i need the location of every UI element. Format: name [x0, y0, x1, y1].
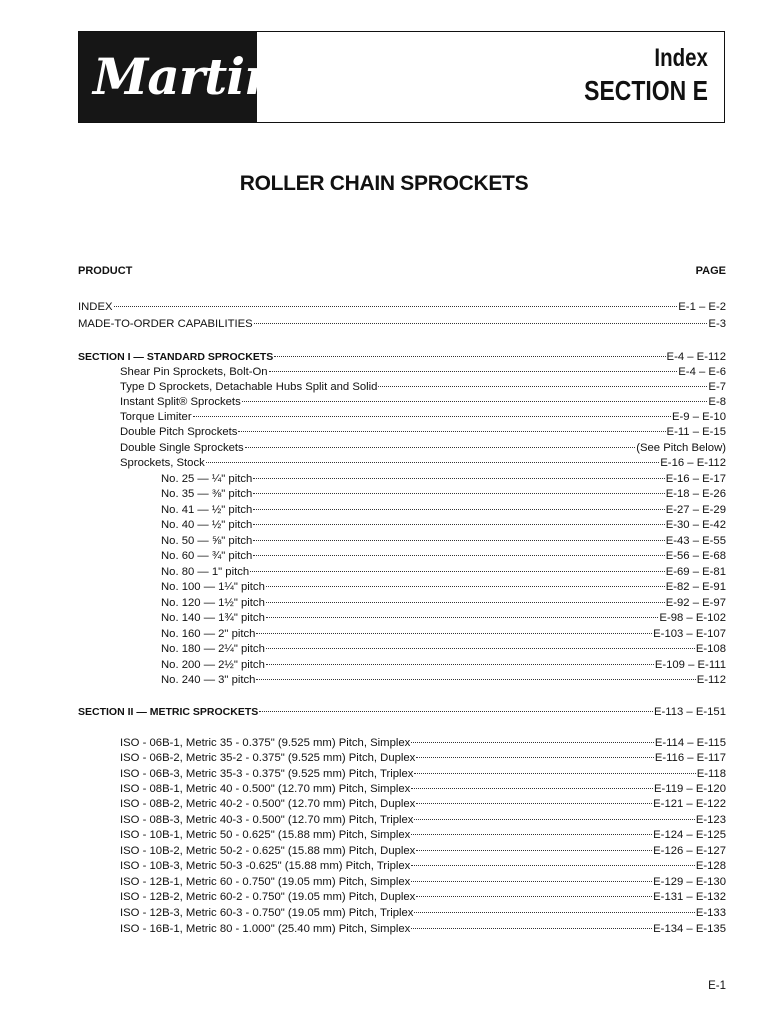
product-column-header: PRODUCT	[78, 265, 133, 277]
toc-entry	[78, 311, 726, 330]
section-title-block	[557, 42, 708, 108]
dot-leader	[256, 618, 652, 634]
toc-entry-label: Torque Limiter	[120, 411, 192, 423]
toc-entry	[78, 699, 726, 718]
toc-entry-label: ISO - 10B-2, Metric 50-2 - 0.625" (15.88 mm) Pitch, Duplex	[120, 845, 416, 857]
toc-entry-page: E-124 – E-125	[653, 829, 726, 841]
toc-entry-page: E-82 – E-91	[665, 581, 726, 593]
toc-entry-page: E-7	[708, 381, 726, 393]
toc-entry-page: E-11 – E-15	[666, 426, 726, 438]
dot-leader	[253, 463, 664, 479]
toc-entry-page: E-30 – E-42	[665, 519, 726, 531]
dot-leader	[245, 432, 635, 448]
dot-leader	[414, 804, 694, 820]
index-title: Index	[654, 44, 708, 72]
toc-entry-label: ISO - 16B-1, Metric 80 - 1.000" (25.40 mm) Pitch, Simplex	[120, 923, 411, 935]
toc-entry-page: E-8	[708, 396, 726, 408]
dot-leader	[269, 356, 678, 372]
toc-entry-label: No. 25 — ¼" pitch	[161, 473, 253, 485]
page-column-header: PAGE	[695, 265, 726, 277]
toc-entry-page: E-16 – E-17	[665, 473, 726, 485]
dot-leader	[253, 478, 664, 494]
toc-entry-page: E-43 – E-55	[665, 535, 726, 547]
dot-leader	[274, 341, 665, 357]
section-title: SECTION E	[584, 75, 708, 106]
martin-logo	[79, 32, 280, 122]
logo-wordmark: Martin	[93, 47, 280, 106]
toc-entry-label: No. 140 — 1¾" pitch	[161, 612, 265, 624]
toc-entry-page: E-133	[695, 907, 726, 919]
dot-leader	[253, 509, 664, 525]
toc-entry	[78, 294, 726, 313]
toc-entry-label: ISO - 06B-3, Metric 35-3 - 0.375" (9.525 mm) Pitch, Triplex	[120, 768, 414, 780]
dot-leader	[266, 633, 695, 649]
toc-entry-page: E-119 – E-120	[653, 783, 726, 795]
dot-leader	[259, 696, 653, 712]
toc-entry-label: ISO - 08B-3, Metric 40-3 - 0.500" (12.70 mm) Pitch, Triplex	[120, 814, 414, 826]
toc-entry-page: E-134 – E-135	[653, 923, 726, 935]
toc-entry-page: E-27 – E-29	[665, 504, 726, 516]
toc-entry-label: Instant Split® Sprockets	[120, 396, 241, 408]
toc-entry-page: E-126 – E-127	[653, 845, 726, 857]
dot-leader	[416, 835, 652, 851]
toc-entry-page: E-112	[696, 674, 726, 686]
toc-entry-label: No. 240 — 3" pitch	[161, 674, 256, 686]
toc-entry-page: E-4 – E-112	[666, 351, 726, 363]
toc-entry-label: No. 100 — 1¼" pitch	[161, 581, 265, 593]
toc-entry-page: E-69 – E-81	[665, 566, 726, 578]
toc-entry-label: ISO - 08B-2, Metric 40-2 - 0.500" (12.70 mm) Pitch, Duplex	[120, 798, 416, 810]
dot-leader	[266, 602, 659, 618]
dot-leader	[411, 866, 652, 882]
toc-entry-label: ISO - 10B-3, Metric 50-3 -0.625" (15.88 mm) Pitch, Triplex	[120, 860, 411, 872]
dot-leader	[414, 897, 694, 913]
toc-entry-label: No. 41 — ½" pitch	[161, 504, 253, 516]
toc-entry-page: E-108	[695, 643, 726, 655]
page-number: E-1	[708, 980, 726, 992]
page-header	[78, 31, 725, 123]
toc-entry-label: ISO - 08B-1, Metric 40 - 0.500" (12.70 mm) Pitch, Simplex	[120, 783, 411, 795]
dot-leader	[256, 664, 695, 680]
dot-leader	[253, 540, 664, 556]
toc-entry-label: Double Single Sprockets	[120, 442, 244, 454]
toc-entry-label: No. 160 — 2" pitch	[161, 628, 256, 640]
dot-leader	[238, 416, 665, 432]
toc-entry-label: No. 50 — ⅝" pitch	[161, 535, 253, 547]
toc-entry-label: Shear Pin Sprockets, Bolt-On	[120, 366, 268, 378]
toc-entry-page: E-16 – E-112	[660, 457, 726, 469]
toc-entry-label: ISO - 12B-2, Metric 60-2 - 0.750" (19.05 mm) Pitch, Duplex	[120, 891, 416, 903]
toc-entry-label: SECTION II — METRIC SPROCKETS	[78, 706, 259, 718]
dot-leader	[266, 649, 654, 665]
dot-leader	[114, 291, 678, 307]
toc-entry-page: E-131 – E-132	[653, 891, 726, 903]
toc-entry-label: ISO - 10B-1, Metric 50 - 0.625" (15.88 mm) Pitch, Simplex	[120, 829, 411, 841]
dot-leader	[378, 371, 707, 387]
dot-leader	[411, 850, 695, 866]
dot-leader	[242, 386, 708, 402]
toc-entry-page: E-128	[695, 860, 726, 872]
toc-entry-label: SECTION I — STANDARD SPROCKETS	[78, 351, 274, 363]
dot-leader	[414, 758, 695, 774]
toc-entry-page: E-116 – E-117	[654, 752, 726, 764]
toc-entry	[120, 916, 726, 935]
toc-entry-label: ISO - 06B-2, Metric 35-2 - 0.375" (9.525 mm) Pitch, Duplex	[120, 752, 416, 764]
toc-entry-page: E-118	[696, 768, 726, 780]
toc-entry-label: ISO - 12B-1, Metric 60 - 0.750" (19.05 mm) Pitch, Simplex	[120, 876, 411, 888]
toc-entry-label: No. 40 — ½" pitch	[161, 519, 253, 531]
toc-entry-label: No. 80 — 1" pitch	[161, 566, 250, 578]
toc-entry-page: E-56 – E-68	[665, 550, 726, 562]
toc-entry-label: Type D Sprockets, Detachable Hubs Split and Solid	[120, 381, 378, 393]
toc-entry-page: E-121 – E-122	[653, 798, 726, 810]
toc-entry-page: E-98 – E-102	[659, 612, 726, 624]
toc-entry-page: E-113 – E-151	[653, 706, 726, 718]
dot-leader	[266, 571, 665, 587]
dot-leader	[416, 881, 652, 897]
dot-leader	[253, 525, 664, 541]
toc-entry-label: No. 60 — ¾" pitch	[161, 550, 253, 562]
toc-entry-label: ISO - 06B-1, Metric 35 - 0.375" (9.525 mm) Pitch, Simplex	[120, 737, 411, 749]
toc-entry-label: INDEX	[78, 301, 113, 313]
toc-entry-label: Sprockets, Stock	[120, 457, 205, 469]
toc-entry-page: E-92 – E-97	[665, 597, 726, 609]
dot-leader	[411, 913, 652, 929]
dot-leader	[416, 742, 653, 758]
toc-entry-label: No. 35 — ⅜" pitch	[161, 488, 253, 500]
toc-entry-page: E-4 – E-6	[678, 366, 726, 378]
toc-entry-label: MADE-TO-ORDER CAPABILITIES	[78, 318, 253, 330]
toc-entry-page: E-129 – E-130	[653, 876, 726, 888]
toc-entry-page: E-18 – E-26	[665, 488, 726, 500]
dot-leader	[250, 556, 665, 572]
toc-entry-page: E-123	[695, 814, 726, 826]
toc-entry-label: No. 200 — 2½" pitch	[161, 659, 265, 671]
dot-leader	[411, 773, 653, 789]
toc-entry-page: E-3	[708, 318, 726, 330]
toc-entry-label: Double Pitch Sprockets	[120, 426, 238, 438]
toc-entry-page: E-114 – E-115	[654, 737, 726, 749]
dot-leader	[193, 401, 671, 417]
toc-entry-label: No. 180 — 2¼" pitch	[161, 643, 265, 655]
toc-entry-label: No. 120 — 1½" pitch	[161, 597, 265, 609]
dot-leader	[253, 494, 664, 510]
dot-leader	[416, 788, 652, 804]
toc-entry-page: E-9 – E-10	[671, 411, 726, 423]
toc-entry-page: (See Pitch Below)	[636, 442, 726, 454]
toc-entry-page: E-109 – E-111	[654, 659, 726, 671]
toc-entry	[161, 667, 726, 686]
dot-leader	[266, 587, 665, 603]
toc-entry-label: ISO - 12B-3, Metric 60-3 - 0.750" (19.05 mm) Pitch, Triplex	[120, 907, 414, 919]
dot-leader	[206, 447, 660, 463]
document-title: ROLLER CHAIN SPROCKETS	[239, 172, 529, 195]
dot-leader	[411, 727, 654, 743]
toc-entry-page: E-1 – E-2	[678, 301, 726, 313]
dot-leader	[411, 819, 652, 835]
dot-leader	[254, 308, 708, 324]
toc-entry-page: E-103 – E-107	[653, 628, 726, 640]
